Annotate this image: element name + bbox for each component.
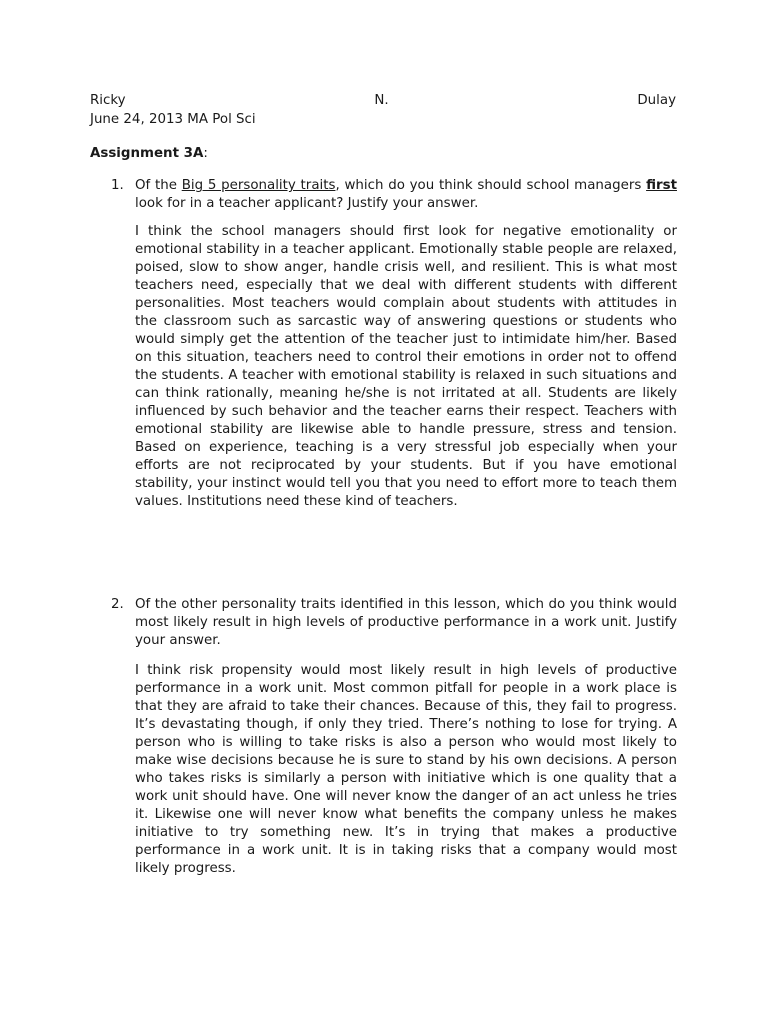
question-1-text-after: look for in a teacher applicant? Justify your answer. (135, 196, 479, 211)
assignment-title (90, 145, 208, 163)
assignment-label: Assignment 3A (90, 146, 204, 161)
last-name: Dulay (637, 93, 676, 108)
question-1-text-before: Of the (135, 178, 182, 193)
question-2-text: Of the other personality traits identified in this lesson, which do you think would most likely result in high levels of productive performance in a work unit. Justify your answer. (135, 597, 677, 648)
question-1-number: 1. (111, 178, 124, 193)
question-2 (111, 596, 677, 650)
question-1-text (135, 177, 677, 213)
question-1-text-middle: , which do you think should school managers (335, 178, 647, 193)
date-course-line: June 24, 2013 MA Pol Sci (90, 112, 256, 127)
author-name-line (90, 92, 676, 110)
question-1-underlined: Big 5 personality traits (181, 178, 336, 193)
question-2-number: 2. (111, 597, 124, 612)
question-1 (111, 177, 677, 213)
answer-1: I think the school managers should first look for negative emotionality or emotional stability in a teacher applicant. Emotionally stable people are relaxed, poised, slow to show anger, handle crisis well, and resilient. This is what most teachers need, especially that we deal with different students with different personalities. Most teachers would complain about students with attitudes in the classroom such as sarcastic way of answering questions or students who would simply get the attention of the teacher just to intimidate him/her. Based on this situation, teachers need to control their emotions in order not to offend the students. A teacher with emotional stability is relaxed in such situations and can think rationally, meaning he/she is not irritated at all. Students are likely influenced by such behavior and the teacher earns their respect. Teachers with emotional stability are likewise able to handle pressure, stress and tension. Based on experience, teaching is a very stressful job especially when your efforts are not reciprocated by your students. But if you have emotional stability, your instinct would tell you that you need to effort more to teach them values. Institutions need these kind of teachers. (135, 224, 677, 509)
answer-2: I think risk propensity would most likely result in high levels of productive performance in a work unit. Most common pitfall for people in a work place is that they are afraid to take their chances. Because of this, they fail to progress. It’s devastating though, if only they tried. There’s nothing to lose for trying. A person who is willing to take risks is also a person who would most likely to make wise decisions because he is sure to stand by his own decisions. A person who takes risks is similarly a person with initiative which is one quality that a work unit should have. One will never know the danger of an act unless he tries it. Likewise one will never know what benefits the company unless he makes initiative to try something new. It’s in trying that makes a productive performance in a work unit. It is in taking risks that a company would most likely progress. (135, 663, 677, 876)
first-name: Ricky (90, 93, 126, 108)
middle-initial: N. (374, 93, 389, 108)
assignment-colon: : (203, 146, 208, 161)
question-1-emphasis: first (646, 178, 677, 193)
